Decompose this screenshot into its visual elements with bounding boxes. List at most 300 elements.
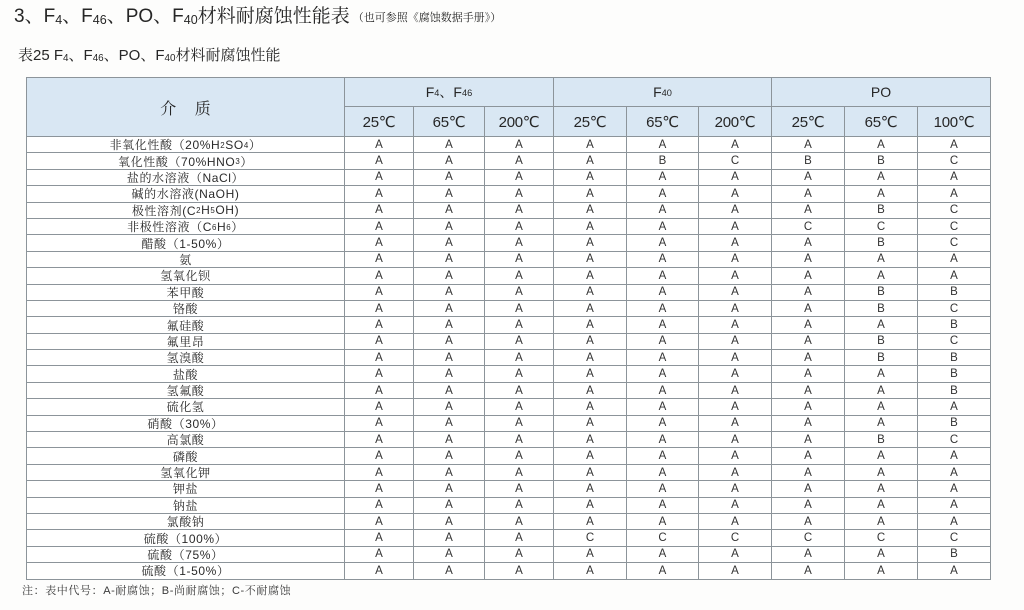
table-row [27, 481, 990, 496]
table-row [27, 448, 990, 463]
rating-cell: A [554, 153, 626, 168]
rating-cell: A [627, 383, 698, 398]
rating-cell: A [554, 334, 626, 349]
rating-cell: A [699, 285, 771, 300]
rating-cell: A [554, 235, 626, 250]
table-row [27, 153, 990, 168]
table-row [27, 416, 990, 431]
text-segment: F [425, 84, 435, 100]
rating-cell: A [845, 416, 917, 431]
text-segment: 材料耐腐蚀性能表 [197, 6, 350, 27]
rating-cell: A [554, 203, 626, 218]
rating-cell: C [627, 530, 698, 545]
rating-cell: A [485, 432, 553, 447]
text-segment: SO [225, 137, 244, 152]
rating-cell: C [918, 235, 990, 250]
rating-cell: A [699, 350, 771, 365]
table-row [27, 383, 990, 398]
rating-cell: A [414, 235, 484, 250]
rating-cell: A [627, 137, 698, 152]
rating-cell: C [554, 530, 626, 545]
rating-cell: A [345, 186, 413, 201]
rating-cell: A [627, 416, 698, 431]
table-row [27, 547, 990, 562]
rating-cell: A [554, 186, 626, 201]
rating-cell: C [699, 530, 771, 545]
rating-cell: A [772, 547, 844, 562]
rating-cell: A [845, 481, 917, 496]
group-header-f40: F $_{40}$ [554, 78, 771, 106]
rating-cell: A [485, 268, 553, 283]
rating-cell: B [772, 153, 844, 168]
text-segment: 、F [439, 84, 462, 100]
rating-cell: A [345, 481, 413, 496]
rating-cell: A [845, 170, 917, 185]
rating-cell: A [414, 350, 484, 365]
table-row [27, 514, 990, 529]
text-segment: 材料耐腐蚀性能 [175, 47, 281, 64]
table-row [27, 530, 990, 545]
rating-cell: A [485, 563, 553, 578]
rating-cell: A [554, 498, 626, 513]
medium-cell: 氯酸钠 [27, 514, 344, 529]
rating-cell: A [772, 498, 844, 513]
rating-cell: A [772, 252, 844, 267]
rating-cell: B [918, 383, 990, 398]
rating-cell: A [772, 186, 844, 201]
rating-cell: A [772, 514, 844, 529]
rating-cell: A [699, 137, 771, 152]
text-segment: F [653, 84, 662, 100]
medium-cell: 高氯酸 [27, 432, 344, 447]
rating-cell: A [699, 416, 771, 431]
rating-cell: A [845, 366, 917, 381]
rating-cell: A [345, 334, 413, 349]
table-header [27, 78, 990, 136]
rating-cell: A [485, 186, 553, 201]
table-footnote: 注：表中代号：A-耐腐蚀；B-尚耐腐蚀；C-不耐腐蚀 [22, 585, 292, 597]
rating-cell: A [772, 383, 844, 398]
rating-cell: A [918, 514, 990, 529]
rating-cell: A [414, 448, 484, 463]
rating-cell: B [918, 366, 990, 381]
rating-cell: A [485, 235, 553, 250]
rating-cell: A [414, 268, 484, 283]
rating-cell: A [699, 252, 771, 267]
rating-cell: A [485, 514, 553, 529]
medium-cell: 硫酸（75%） [27, 547, 344, 562]
rating-cell: A [845, 547, 917, 562]
rating-cell: B [845, 203, 917, 218]
rating-cell: A [345, 203, 413, 218]
rating-cell: C [918, 334, 990, 349]
text-segment: 、F [68, 47, 93, 64]
rating-cell: A [699, 383, 771, 398]
rating-cell: A [699, 465, 771, 480]
rating-cell: A [554, 366, 626, 381]
rating-cell: B [918, 547, 990, 562]
rating-cell: A [414, 465, 484, 480]
rating-cell: C [845, 530, 917, 545]
rating-cell: A [627, 498, 698, 513]
rating-cell: A [345, 268, 413, 283]
rating-cell: A [918, 498, 990, 513]
rating-cell: A [627, 285, 698, 300]
rating-cell: A [627, 465, 698, 480]
rating-cell: A [627, 219, 698, 234]
rating-cell: A [845, 399, 917, 414]
text-segment: ） [248, 138, 262, 153]
rating-cell: A [414, 252, 484, 267]
temperature-header: 200℃ [699, 107, 771, 136]
medium-cell: 硫化氢 [27, 399, 344, 414]
rating-cell: C [699, 153, 771, 168]
rating-cell: A [918, 465, 990, 480]
rating-cell: A [627, 186, 698, 201]
rating-cell: A [414, 366, 484, 381]
rating-cell: A [345, 219, 413, 234]
temperature-header: 100℃ [918, 107, 990, 136]
medium-cell: 氢氧化钡 [27, 268, 344, 283]
rating-cell: A [485, 317, 553, 332]
medium-cell: 铬酸 [27, 301, 344, 316]
rating-cell: A [772, 350, 844, 365]
rating-cell: A [918, 481, 990, 496]
rating-cell: A [772, 399, 844, 414]
rating-cell: A [414, 301, 484, 316]
subscript: 4 [55, 12, 63, 27]
rating-cell: A [699, 514, 771, 529]
table-row [27, 432, 990, 447]
rating-cell: A [772, 481, 844, 496]
rating-cell: A [485, 301, 553, 316]
rating-cell: A [627, 268, 698, 283]
rating-cell: A [485, 481, 553, 496]
medium-cell: 苯甲酸 [27, 285, 344, 300]
text-segment: OH) [215, 203, 240, 218]
rating-cell: A [772, 334, 844, 349]
rating-cell: A [414, 530, 484, 545]
rating-cell: A [345, 137, 413, 152]
rating-cell: A [627, 514, 698, 529]
rating-cell: A [772, 137, 844, 152]
rating-cell: A [627, 481, 698, 496]
table-row [27, 285, 990, 300]
table-row [27, 301, 990, 316]
rating-cell: A [554, 563, 626, 578]
rating-cell: A [627, 170, 698, 185]
table-row [27, 235, 990, 250]
rating-cell: B [845, 334, 917, 349]
rating-cell: A [414, 514, 484, 529]
rating-cell: A [414, 334, 484, 349]
group-header-f4-f46: F $_4$ 、F $_{46}$ [345, 78, 553, 106]
medium-cell: 氢溴酸 [27, 350, 344, 365]
text-segment: ） [240, 154, 253, 169]
rating-cell: B [918, 317, 990, 332]
rating-cell: A [845, 383, 917, 398]
rating-cell: A [345, 366, 413, 381]
rating-cell: C [918, 530, 990, 545]
rating-cell: A [699, 448, 771, 463]
rating-cell: A [414, 137, 484, 152]
rating-cell: A [918, 137, 990, 152]
subscript: 46 [92, 53, 104, 65]
rating-cell: A [845, 448, 917, 463]
rating-cell: A [414, 498, 484, 513]
subscript: 4 [63, 53, 69, 65]
rating-cell: A [485, 153, 553, 168]
table-row [27, 203, 990, 218]
medium-cell: 氢氧化钾 [27, 465, 344, 480]
rating-cell: C [772, 219, 844, 234]
rating-cell: A [485, 252, 553, 267]
rating-cell: A [627, 334, 698, 349]
rating-cell: A [772, 366, 844, 381]
rating-cell: A [554, 481, 626, 496]
medium-cell: 氧化性酸（70%HNO $_3$ ） [27, 153, 344, 168]
rating-cell: A [414, 416, 484, 431]
rating-cell: A [772, 170, 844, 185]
rating-cell: A [772, 285, 844, 300]
rating-cell: A [485, 399, 553, 414]
rating-cell: A [554, 317, 626, 332]
rating-cell: A [918, 186, 990, 201]
text-segment: H [216, 219, 227, 234]
rating-cell: A [485, 448, 553, 463]
rating-cell: A [414, 547, 484, 562]
temperature-header: 65℃ [845, 107, 917, 136]
rating-cell: A [414, 219, 484, 234]
rating-cell: A [627, 252, 698, 267]
rating-cell: A [554, 137, 626, 152]
temperature-header: 25℃ [772, 107, 844, 136]
page-title-note: （也可参照《腐蚀数据手册》） [352, 12, 502, 24]
table-row [27, 252, 990, 267]
rating-cell: C [918, 153, 990, 168]
medium-cell: 磷酸 [27, 448, 344, 463]
rating-cell: A [627, 350, 698, 365]
rating-cell: A [918, 268, 990, 283]
rating-cell: A [554, 465, 626, 480]
table-row [27, 170, 990, 185]
corrosion-resistance-table [26, 77, 991, 580]
rating-cell: A [918, 399, 990, 414]
rating-cell: A [414, 285, 484, 300]
rating-cell: C [918, 301, 990, 316]
medium-cell: 醋酸（1-50%） [27, 235, 344, 250]
subscript: 46 [92, 12, 107, 27]
temperature-header: 25℃ [345, 107, 413, 136]
rating-cell: A [772, 448, 844, 463]
medium-cell: 极性溶剂(C $_2$ H $_5$ OH) [27, 203, 344, 218]
rating-cell: A [554, 399, 626, 414]
header-medium: 介 质 [27, 78, 344, 136]
rating-cell: A [345, 399, 413, 414]
rating-cell: A [772, 465, 844, 480]
rating-cell: A [699, 203, 771, 218]
text-segment: 、F [62, 6, 93, 27]
rating-cell: C [918, 219, 990, 234]
text-segment: 非氧化性酸（20%H [109, 138, 221, 153]
rating-cell: A [554, 301, 626, 316]
rating-cell: A [345, 514, 413, 529]
rating-cell: A [345, 448, 413, 463]
rating-cell: A [554, 547, 626, 562]
rating-cell: A [627, 203, 698, 218]
rating-cell: A [414, 170, 484, 185]
rating-cell: A [345, 285, 413, 300]
rating-cell: A [345, 432, 413, 447]
temperature-header: 25℃ [554, 107, 626, 136]
temperature-header: 200℃ [485, 107, 553, 136]
rating-cell: B [918, 285, 990, 300]
page-title-main [14, 6, 350, 27]
rating-cell: B [845, 432, 917, 447]
rating-cell: A [845, 465, 917, 480]
rating-cell: A [699, 219, 771, 234]
rating-cell: A [554, 416, 626, 431]
rating-cell: A [845, 317, 917, 332]
text-segment: 表25 F [18, 47, 64, 64]
table-row [27, 334, 990, 349]
rating-cell: A [345, 547, 413, 562]
table-row [27, 350, 990, 365]
rating-cell: A [845, 498, 917, 513]
rating-cell: A [414, 317, 484, 332]
rating-cell: A [772, 203, 844, 218]
rating-cell: A [772, 432, 844, 447]
rating-cell: A [845, 252, 917, 267]
table-row [27, 137, 990, 152]
rating-cell: A [845, 137, 917, 152]
rating-cell: A [772, 563, 844, 578]
table-row [27, 317, 990, 332]
medium-cell: 硫酸（100%） [27, 530, 344, 545]
rating-cell: A [699, 317, 771, 332]
rating-cell: A [485, 366, 553, 381]
rating-cell: A [554, 383, 626, 398]
rating-cell: A [699, 498, 771, 513]
rating-cell: A [918, 170, 990, 185]
rating-cell: A [414, 383, 484, 398]
rating-cell: A [554, 170, 626, 185]
rating-cell: A [485, 498, 553, 513]
medium-cell: 硝酸（30%） [27, 416, 344, 431]
rating-cell: A [699, 563, 771, 578]
rating-cell: A [414, 399, 484, 414]
rating-cell: A [485, 350, 553, 365]
rating-cell: A [345, 383, 413, 398]
rating-cell: A [345, 301, 413, 316]
rating-cell: B [845, 350, 917, 365]
rating-cell: A [485, 530, 553, 545]
table-row [27, 465, 990, 480]
text-segment: 极性溶剂(C [131, 203, 197, 218]
rating-cell: A [485, 334, 553, 349]
text-segment: 非极性溶液（C [127, 220, 212, 235]
rating-cell: C [918, 203, 990, 218]
rating-cell: A [772, 317, 844, 332]
rating-cell: B [845, 153, 917, 168]
rating-cell: A [627, 399, 698, 414]
rating-cell: A [554, 268, 626, 283]
rating-cell: A [485, 547, 553, 562]
table-row [27, 219, 990, 234]
rating-cell: A [485, 465, 553, 480]
medium-cell: 碱的水溶液(NaOH) [27, 186, 344, 201]
medium-cell: 非氧化性酸（20%H $_2$ SO $_4$ ） [27, 137, 344, 152]
rating-cell: A [627, 301, 698, 316]
table-row [27, 268, 990, 283]
medium-cell: 氟硅酸 [27, 317, 344, 332]
rating-cell: B [845, 285, 917, 300]
rating-cell: A [845, 514, 917, 529]
rating-cell: A [772, 235, 844, 250]
medium-cell: 盐的水溶液（NaCl） [27, 170, 344, 185]
table-row [27, 186, 990, 201]
rating-cell: A [699, 301, 771, 316]
rating-cell: A [699, 170, 771, 185]
rating-cell: A [918, 563, 990, 578]
medium-cell: 氢氟酸 [27, 383, 344, 398]
medium-cell: 钾盐 [27, 481, 344, 496]
rating-cell: A [699, 399, 771, 414]
rating-cell: A [772, 268, 844, 283]
rating-cell: A [345, 563, 413, 578]
rating-cell: A [414, 563, 484, 578]
rating-cell: A [845, 268, 917, 283]
rating-cell: A [345, 498, 413, 513]
rating-cell: C [918, 432, 990, 447]
rating-cell: A [554, 350, 626, 365]
rating-cell: B [918, 350, 990, 365]
rating-cell: A [345, 530, 413, 545]
rating-cell: A [345, 235, 413, 250]
rating-cell: A [699, 186, 771, 201]
group-header-po: PO [772, 78, 990, 106]
table-row [27, 498, 990, 513]
text-segment: 3、F [14, 6, 56, 27]
rating-cell: A [485, 285, 553, 300]
table-row [27, 399, 990, 414]
rating-cell: A [485, 170, 553, 185]
rating-cell: B [845, 301, 917, 316]
text-segment: ） [231, 220, 244, 235]
rating-cell: A [554, 514, 626, 529]
medium-cell: 氨 [27, 252, 344, 267]
rating-cell: A [414, 432, 484, 447]
text-segment: 、PO、F [106, 6, 184, 27]
rating-cell: A [414, 186, 484, 201]
rating-cell: C [772, 530, 844, 545]
rating-cell: B [918, 416, 990, 431]
rating-cell: A [414, 153, 484, 168]
rating-cell: A [627, 432, 698, 447]
subscript: 40 [164, 53, 176, 65]
rating-cell: A [699, 432, 771, 447]
rating-cell: A [627, 547, 698, 562]
rating-cell: B [845, 235, 917, 250]
rating-cell: A [414, 481, 484, 496]
rating-cell: A [345, 317, 413, 332]
subscript: 40 [183, 12, 198, 27]
rating-cell: A [485, 203, 553, 218]
page-title [14, 4, 501, 31]
rating-cell: A [627, 448, 698, 463]
rating-cell: A [772, 416, 844, 431]
medium-cell: 氟里昂 [27, 334, 344, 349]
